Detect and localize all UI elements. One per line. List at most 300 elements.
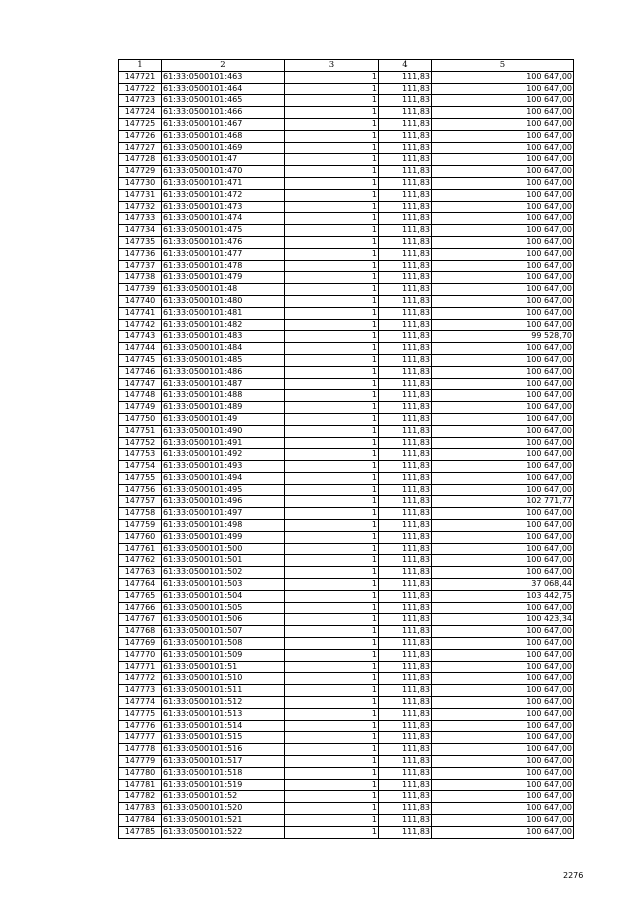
table-row: [119, 284, 574, 296]
count-cell: 1: [285, 307, 379, 319]
area-cell: 111,83: [379, 472, 432, 484]
cadastral-number-cell: 61:33:0500101:506: [162, 614, 285, 626]
cadastral-number-cell: 61:33:0500101:521: [162, 815, 285, 827]
table-row: [119, 649, 574, 661]
row-id-cell: 147743: [119, 331, 162, 343]
value-cell: 100 647,00: [432, 638, 574, 650]
row-id-cell: 147783: [119, 803, 162, 815]
header-col-4: 4: [379, 60, 432, 72]
row-id-cell: 147747: [119, 378, 162, 390]
area-cell: 111,83: [379, 201, 432, 213]
count-cell: 1: [285, 590, 379, 602]
table-row: [119, 708, 574, 720]
count-cell: 1: [285, 815, 379, 827]
area-cell: 111,83: [379, 449, 432, 461]
row-id-cell: 147755: [119, 472, 162, 484]
count-cell: 1: [285, 343, 379, 355]
count-cell: 1: [285, 331, 379, 343]
table-row: [119, 154, 574, 166]
row-id-cell: 147738: [119, 272, 162, 284]
value-cell: 100 647,00: [432, 803, 574, 815]
area-cell: 111,83: [379, 177, 432, 189]
count-cell: 1: [285, 720, 379, 732]
table-row: [119, 555, 574, 567]
row-id-cell: 147771: [119, 661, 162, 673]
row-id-cell: 147779: [119, 756, 162, 768]
value-cell: 100 647,00: [432, 815, 574, 827]
row-id-cell: 147757: [119, 496, 162, 508]
value-cell: 100 647,00: [432, 201, 574, 213]
area-cell: 111,83: [379, 779, 432, 791]
count-cell: 1: [285, 767, 379, 779]
area-cell: 111,83: [379, 614, 432, 626]
count-cell: 1: [285, 248, 379, 260]
row-id-cell: 147780: [119, 767, 162, 779]
table-row: [119, 390, 574, 402]
row-id-cell: 147732: [119, 201, 162, 213]
count-cell: 1: [285, 437, 379, 449]
table-row: [119, 602, 574, 614]
cadastral-number-cell: 61:33:0500101:512: [162, 697, 285, 709]
area-cell: 111,83: [379, 720, 432, 732]
count-cell: 1: [285, 484, 379, 496]
table-row: [119, 118, 574, 130]
count-cell: 1: [285, 107, 379, 119]
table-row: [119, 531, 574, 543]
value-cell: 100 647,00: [432, 567, 574, 579]
area-cell: 111,83: [379, 307, 432, 319]
value-cell: 100 647,00: [432, 472, 574, 484]
cadastral-number-cell: 61:33:0500101:502: [162, 567, 285, 579]
table-row: [119, 590, 574, 602]
count-cell: 1: [285, 425, 379, 437]
area-cell: 111,83: [379, 154, 432, 166]
area-cell: 111,83: [379, 378, 432, 390]
table-row: [119, 449, 574, 461]
value-cell: 100 647,00: [432, 732, 574, 744]
table-row: [119, 732, 574, 744]
table-row: [119, 496, 574, 508]
cadastral-number-cell: 61:33:0500101:463: [162, 71, 285, 83]
count-cell: 1: [285, 225, 379, 237]
row-id-cell: 147776: [119, 720, 162, 732]
value-cell: 100 647,00: [432, 520, 574, 532]
area-cell: 111,83: [379, 95, 432, 107]
area-cell: 111,83: [379, 71, 432, 83]
cadastral-number-cell: 61:33:0500101:517: [162, 756, 285, 768]
count-cell: 1: [285, 732, 379, 744]
row-id-cell: 147772: [119, 673, 162, 685]
count-cell: 1: [285, 567, 379, 579]
area-cell: 111,83: [379, 803, 432, 815]
count-cell: 1: [285, 626, 379, 638]
table-row: [119, 213, 574, 225]
area-cell: 111,83: [379, 354, 432, 366]
cadastral-number-cell: 61:33:0500101:492: [162, 449, 285, 461]
area-cell: 111,83: [379, 590, 432, 602]
value-cell: 100 647,00: [432, 319, 574, 331]
count-cell: 1: [285, 685, 379, 697]
table-row: [119, 225, 574, 237]
value-cell: 100 647,00: [432, 213, 574, 225]
table-row: [119, 142, 574, 154]
count-cell: 1: [285, 661, 379, 673]
count-cell: 1: [285, 791, 379, 803]
area-cell: 111,83: [379, 555, 432, 567]
row-id-cell: 147730: [119, 177, 162, 189]
cadastral-number-cell: 61:33:0500101:52: [162, 791, 285, 803]
cadastral-number-cell: 61:33:0500101:487: [162, 378, 285, 390]
cadastral-number-cell: 61:33:0500101:471: [162, 177, 285, 189]
cadastral-number-cell: 61:33:0500101:493: [162, 461, 285, 473]
area-cell: 111,83: [379, 543, 432, 555]
cadastral-number-cell: 61:33:0500101:520: [162, 803, 285, 815]
table-row: [119, 272, 574, 284]
count-cell: 1: [285, 177, 379, 189]
area-cell: 111,83: [379, 697, 432, 709]
value-cell: 100 647,00: [432, 449, 574, 461]
value-cell: 100 647,00: [432, 95, 574, 107]
cadastral-number-cell: 61:33:0500101:488: [162, 390, 285, 402]
cadastral-number-cell: 61:33:0500101:465: [162, 95, 285, 107]
row-id-cell: 147768: [119, 626, 162, 638]
area-cell: 111,83: [379, 531, 432, 543]
area-cell: 111,83: [379, 260, 432, 272]
table-row: [119, 83, 574, 95]
cadastral-number-cell: 61:33:0500101:467: [162, 118, 285, 130]
row-id-cell: 147770: [119, 649, 162, 661]
count-cell: 1: [285, 756, 379, 768]
cadastral-number-cell: 61:33:0500101:508: [162, 638, 285, 650]
table-row: [119, 638, 574, 650]
count-cell: 1: [285, 614, 379, 626]
value-cell: 100 647,00: [432, 767, 574, 779]
count-cell: 1: [285, 390, 379, 402]
area-cell: 111,83: [379, 284, 432, 296]
area-cell: 111,83: [379, 225, 432, 237]
row-id-cell: 147764: [119, 579, 162, 591]
value-cell: 100 647,00: [432, 130, 574, 142]
row-id-cell: 147742: [119, 319, 162, 331]
row-id-cell: 147777: [119, 732, 162, 744]
count-cell: 1: [285, 508, 379, 520]
data-table: [118, 59, 574, 839]
row-id-cell: 147723: [119, 95, 162, 107]
table-row: [119, 720, 574, 732]
count-cell: 1: [285, 638, 379, 650]
area-cell: 111,83: [379, 248, 432, 260]
count-cell: 1: [285, 472, 379, 484]
value-cell: 100 647,00: [432, 225, 574, 237]
table-row: [119, 366, 574, 378]
area-cell: 111,83: [379, 107, 432, 119]
cadastral-number-cell: 61:33:0500101:469: [162, 142, 285, 154]
row-id-cell: 147746: [119, 366, 162, 378]
value-cell: 100 647,00: [432, 531, 574, 543]
count-cell: 1: [285, 449, 379, 461]
cadastral-number-cell: 61:33:0500101:485: [162, 354, 285, 366]
header-col-5: 5: [432, 60, 574, 72]
count-cell: 1: [285, 154, 379, 166]
value-cell: 100 647,00: [432, 437, 574, 449]
value-cell: 100 647,00: [432, 354, 574, 366]
value-cell: 100 647,00: [432, 390, 574, 402]
table-row: [119, 307, 574, 319]
value-cell: 100 647,00: [432, 166, 574, 178]
area-cell: 111,83: [379, 130, 432, 142]
value-cell: 100 647,00: [432, 142, 574, 154]
cadastral-number-cell: 61:33:0500101:484: [162, 343, 285, 355]
row-id-cell: 147785: [119, 826, 162, 838]
table-row: [119, 673, 574, 685]
value-cell: 100 647,00: [432, 508, 574, 520]
count-cell: 1: [285, 378, 379, 390]
cadastral-number-cell: 61:33:0500101:509: [162, 649, 285, 661]
count-cell: 1: [285, 189, 379, 201]
table-row: [119, 177, 574, 189]
count-cell: 1: [285, 354, 379, 366]
area-cell: 111,83: [379, 189, 432, 201]
count-cell: 1: [285, 236, 379, 248]
value-cell: 100 647,00: [432, 779, 574, 791]
table-row: [119, 166, 574, 178]
table-row: [119, 413, 574, 425]
count-cell: 1: [285, 201, 379, 213]
row-id-cell: 147745: [119, 354, 162, 366]
cadastral-number-cell: 61:33:0500101:51: [162, 661, 285, 673]
value-cell: 100 647,00: [432, 791, 574, 803]
area-cell: 111,83: [379, 708, 432, 720]
area-cell: 111,83: [379, 413, 432, 425]
row-id-cell: 147756: [119, 484, 162, 496]
row-id-cell: 147753: [119, 449, 162, 461]
table-row: [119, 130, 574, 142]
count-cell: 1: [285, 95, 379, 107]
row-id-cell: 147749: [119, 402, 162, 414]
cadastral-number-cell: 61:33:0500101:514: [162, 720, 285, 732]
value-cell: 100 647,00: [432, 484, 574, 496]
count-cell: 1: [285, 803, 379, 815]
area-cell: 111,83: [379, 118, 432, 130]
row-id-cell: 147725: [119, 118, 162, 130]
cadastral-number-cell: 61:33:0500101:497: [162, 508, 285, 520]
area-cell: 111,83: [379, 815, 432, 827]
cadastral-number-cell: 61:33:0500101:496: [162, 496, 285, 508]
cadastral-number-cell: 61:33:0500101:510: [162, 673, 285, 685]
table-row: [119, 579, 574, 591]
row-id-cell: 147751: [119, 425, 162, 437]
area-cell: 111,83: [379, 331, 432, 343]
area-cell: 111,83: [379, 319, 432, 331]
row-id-cell: 147769: [119, 638, 162, 650]
value-cell: 100 423,34: [432, 614, 574, 626]
count-cell: 1: [285, 83, 379, 95]
cadastral-number-cell: 61:33:0500101:481: [162, 307, 285, 319]
value-cell: 100 647,00: [432, 685, 574, 697]
table-row: [119, 826, 574, 838]
table-row: [119, 626, 574, 638]
cadastral-number-cell: 61:33:0500101:522: [162, 826, 285, 838]
row-id-cell: 147726: [119, 130, 162, 142]
value-cell: 100 647,00: [432, 284, 574, 296]
count-cell: 1: [285, 366, 379, 378]
cadastral-number-cell: 61:33:0500101:479: [162, 272, 285, 284]
value-cell: 100 647,00: [432, 756, 574, 768]
count-cell: 1: [285, 531, 379, 543]
table-row: [119, 543, 574, 555]
count-cell: 1: [285, 649, 379, 661]
area-cell: 111,83: [379, 343, 432, 355]
table-row: [119, 472, 574, 484]
area-cell: 111,83: [379, 295, 432, 307]
cadastral-number-cell: 61:33:0500101:486: [162, 366, 285, 378]
table-row: [119, 71, 574, 83]
value-cell: 100 647,00: [432, 260, 574, 272]
area-cell: 111,83: [379, 425, 432, 437]
header-row: [119, 60, 574, 72]
cadastral-number-cell: 61:33:0500101:474: [162, 213, 285, 225]
cadastral-number-cell: 61:33:0500101:513: [162, 708, 285, 720]
row-id-cell: 147750: [119, 413, 162, 425]
count-cell: 1: [285, 130, 379, 142]
table-row: [119, 260, 574, 272]
value-cell: 100 647,00: [432, 378, 574, 390]
value-cell: 100 647,00: [432, 555, 574, 567]
row-id-cell: 147731: [119, 189, 162, 201]
area-cell: 111,83: [379, 826, 432, 838]
area-cell: 111,83: [379, 83, 432, 95]
cadastral-number-cell: 61:33:0500101:466: [162, 107, 285, 119]
value-cell: 100 647,00: [432, 118, 574, 130]
cadastral-number-cell: 61:33:0500101:495: [162, 484, 285, 496]
count-cell: 1: [285, 71, 379, 83]
value-cell: 100 647,00: [432, 425, 574, 437]
row-id-cell: 147778: [119, 744, 162, 756]
value-cell: 100 647,00: [432, 543, 574, 555]
table-row: [119, 236, 574, 248]
row-id-cell: 147741: [119, 307, 162, 319]
cadastral-number-cell: 61:33:0500101:489: [162, 402, 285, 414]
row-id-cell: 147735: [119, 236, 162, 248]
cadastral-number-cell: 61:33:0500101:503: [162, 579, 285, 591]
count-cell: 1: [285, 673, 379, 685]
cadastral-number-cell: 61:33:0500101:498: [162, 520, 285, 532]
value-cell: 100 647,00: [432, 154, 574, 166]
row-id-cell: 147784: [119, 815, 162, 827]
table-row: [119, 354, 574, 366]
area-cell: 111,83: [379, 767, 432, 779]
cadastral-number-cell: 61:33:0500101:490: [162, 425, 285, 437]
table-row: [119, 461, 574, 473]
value-cell: 100 647,00: [432, 402, 574, 414]
cadastral-number-cell: 61:33:0500101:478: [162, 260, 285, 272]
cadastral-number-cell: 61:33:0500101:511: [162, 685, 285, 697]
count-cell: 1: [285, 744, 379, 756]
row-id-cell: 147773: [119, 685, 162, 697]
table-row: [119, 189, 574, 201]
table-row: [119, 378, 574, 390]
area-cell: 111,83: [379, 213, 432, 225]
area-cell: 111,83: [379, 142, 432, 154]
cadastral-number-cell: 61:33:0500101:500: [162, 543, 285, 555]
cadastral-number-cell: 61:33:0500101:49: [162, 413, 285, 425]
count-cell: 1: [285, 779, 379, 791]
cadastral-number-cell: 61:33:0500101:501: [162, 555, 285, 567]
area-cell: 111,83: [379, 236, 432, 248]
value-cell: 103 442,75: [432, 590, 574, 602]
row-id-cell: 147758: [119, 508, 162, 520]
value-cell: 100 647,00: [432, 826, 574, 838]
area-cell: 111,83: [379, 402, 432, 414]
value-cell: 100 647,00: [432, 177, 574, 189]
value-cell: 100 647,00: [432, 461, 574, 473]
value-cell: 100 647,00: [432, 272, 574, 284]
row-id-cell: 147766: [119, 602, 162, 614]
header-col-2: 2: [162, 60, 285, 72]
value-cell: 100 647,00: [432, 661, 574, 673]
row-id-cell: 147752: [119, 437, 162, 449]
area-cell: 111,83: [379, 744, 432, 756]
row-id-cell: 147724: [119, 107, 162, 119]
row-id-cell: 147727: [119, 142, 162, 154]
value-cell: 100 647,00: [432, 649, 574, 661]
count-cell: 1: [285, 402, 379, 414]
row-id-cell: 147759: [119, 520, 162, 532]
value-cell: 100 647,00: [432, 307, 574, 319]
value-cell: 100 647,00: [432, 107, 574, 119]
value-cell: 100 647,00: [432, 189, 574, 201]
table-row: [119, 803, 574, 815]
row-id-cell: 147737: [119, 260, 162, 272]
row-id-cell: 147760: [119, 531, 162, 543]
table-row: [119, 756, 574, 768]
value-cell: 100 647,00: [432, 83, 574, 95]
value-cell: 100 647,00: [432, 744, 574, 756]
cadastral-number-cell: 61:33:0500101:48: [162, 284, 285, 296]
table-row: [119, 319, 574, 331]
value-cell: 100 647,00: [432, 295, 574, 307]
row-id-cell: 147761: [119, 543, 162, 555]
count-cell: 1: [285, 602, 379, 614]
count-cell: 1: [285, 272, 379, 284]
count-cell: 1: [285, 213, 379, 225]
table-row: [119, 201, 574, 213]
count-cell: 1: [285, 413, 379, 425]
table-row: [119, 343, 574, 355]
area-cell: 111,83: [379, 437, 432, 449]
cadastral-number-cell: 61:33:0500101:470: [162, 166, 285, 178]
table-row: [119, 685, 574, 697]
area-cell: 111,83: [379, 496, 432, 508]
table-row: [119, 520, 574, 532]
area-cell: 111,83: [379, 626, 432, 638]
cadastral-number-cell: 61:33:0500101:482: [162, 319, 285, 331]
area-cell: 111,83: [379, 732, 432, 744]
cadastral-number-cell: 61:33:0500101:505: [162, 602, 285, 614]
cadastral-number-cell: 61:33:0500101:475: [162, 225, 285, 237]
value-cell: 100 647,00: [432, 708, 574, 720]
cadastral-number-cell: 61:33:0500101:468: [162, 130, 285, 142]
cadastral-number-cell: 61:33:0500101:518: [162, 767, 285, 779]
cadastral-number-cell: 61:33:0500101:480: [162, 295, 285, 307]
row-id-cell: 147733: [119, 213, 162, 225]
value-cell: 100 647,00: [432, 71, 574, 83]
cadastral-number-cell: 61:33:0500101:476: [162, 236, 285, 248]
row-id-cell: 147781: [119, 779, 162, 791]
cadastral-number-cell: 61:33:0500101:516: [162, 744, 285, 756]
value-cell: 100 647,00: [432, 720, 574, 732]
row-id-cell: 147775: [119, 708, 162, 720]
